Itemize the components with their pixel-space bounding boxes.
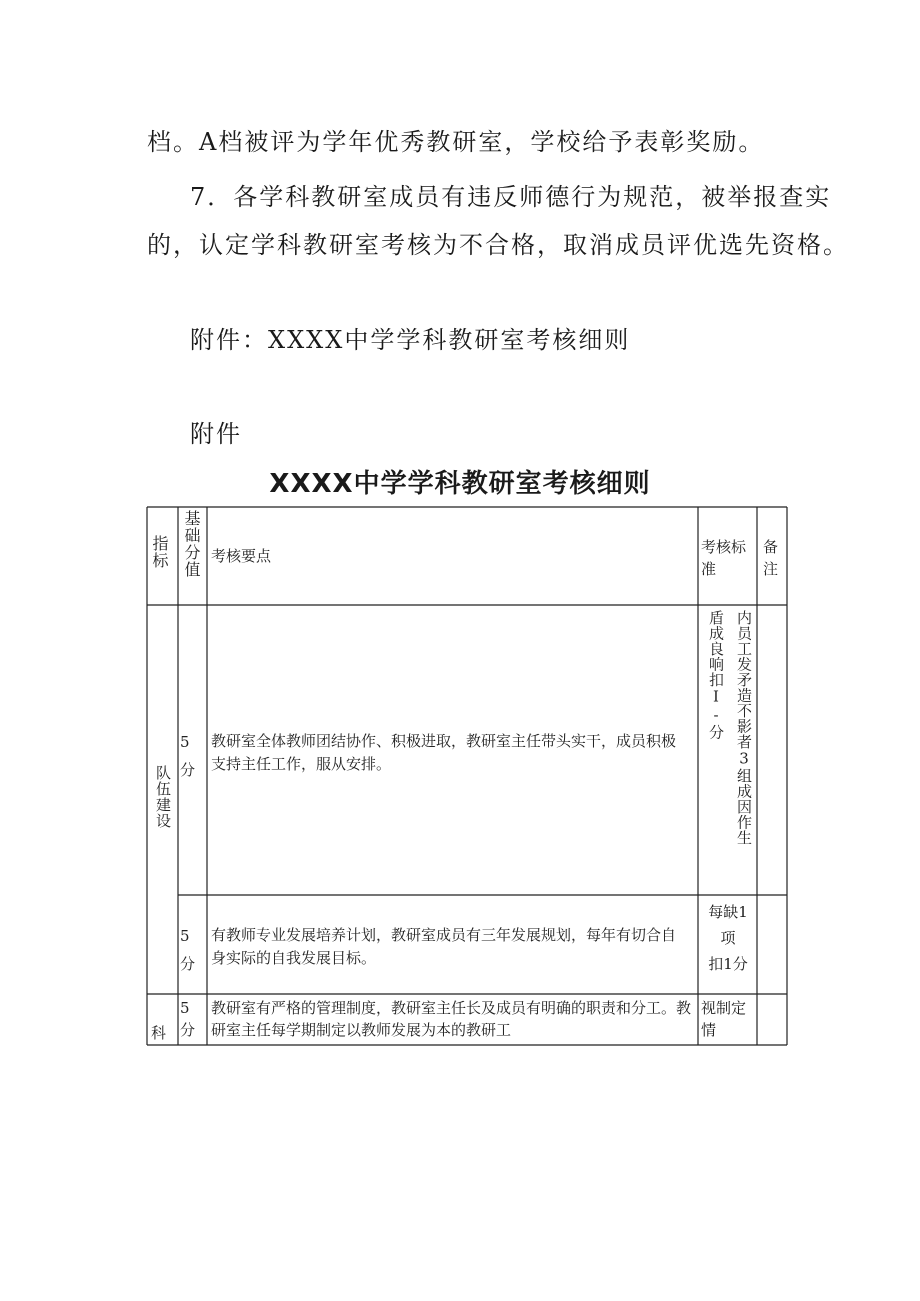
row2-key-point: 有教师专业发展培养计划，教研室成员有三年发展规划，每年有切合自身实际的自我发展目标。 [211, 926, 677, 967]
header-standard: 考核标准 [701, 538, 747, 578]
indicator-partial: 科 [151, 1024, 167, 1042]
header-indicator: 指标 [150, 535, 169, 569]
row1-score: 5分 [180, 733, 196, 779]
attachment-reference-text: 附件：XXXX中学学科教研室考核细则 [190, 326, 631, 354]
row2-standard-line: 扣1分 [708, 955, 748, 973]
row1-key-point: 教研室全体教师团结协作、积极进取，教研室主任带头实干，成员积极支持主任工作，服从安排。 [211, 732, 677, 773]
row2-score: 5分 [180, 927, 196, 973]
indicator-team-building: 队伍建设 [154, 765, 172, 829]
row3-standard-line: 视制定 [701, 999, 747, 1017]
document-title: XXXX中学学科教研室考核细则 [269, 469, 651, 499]
row2-standard [699, 899, 757, 977]
row1-standard-left: 盾成良响扣I-分 [707, 610, 725, 740]
row3-standard-line: 情 [701, 1021, 717, 1039]
row3-key-point: 教研室有严格的管理制度，教研室主任长及成员有明确的职责和分工。教研室主任每学期制定以教师发展为本的教研工 [211, 999, 692, 1039]
header-remarks: 备注 [763, 538, 779, 578]
paragraph-text: 的，认定学科教研室考核为不合格，取消成员评优选先资格。 [147, 231, 849, 259]
row1-standard-right: 内员工发矛造不影者3组成因作生 [735, 610, 753, 846]
header-base-score: 基础分值 [182, 510, 201, 578]
row3-standard [701, 997, 757, 1041]
row2-standard-line: 每缺1 [708, 903, 748, 921]
row2-standard-line: 项 [720, 929, 736, 947]
paragraph-text: 档。A档被评为学年优秀教研室，学校给予表彰奖励。 [147, 128, 765, 156]
paragraph-text: 7．各学科教研室成员有违反师德行为规范，被举报查实 [190, 183, 832, 211]
header-key-points: 考核要点 [211, 547, 272, 565]
row3-score: 5分 [180, 999, 196, 1039]
attachment-label-text: 附件 [190, 420, 242, 448]
